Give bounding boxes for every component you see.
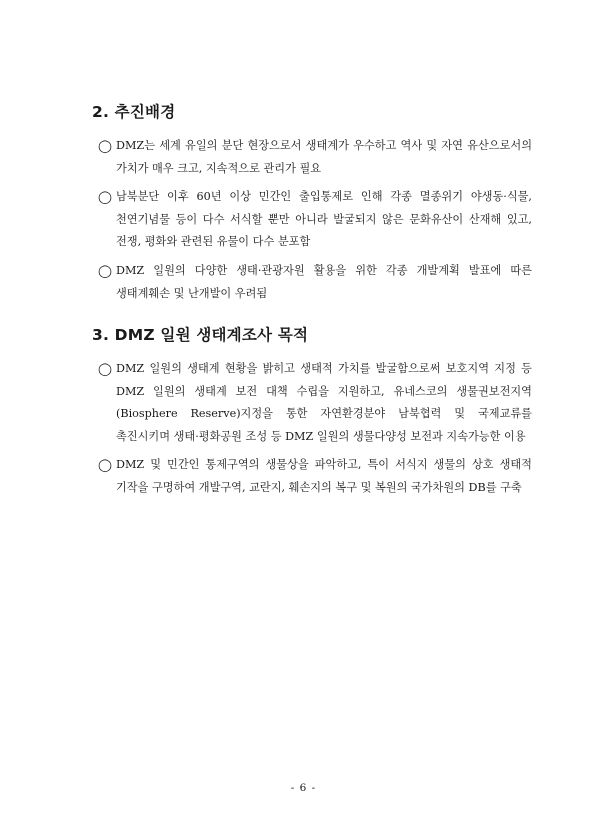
bullet-list: [92, 135, 532, 305]
bullet-list: [92, 358, 532, 500]
page-number: - 6 -: [290, 782, 317, 794]
section-heading: 3. DMZ 일원 생태계조사 목적: [92, 326, 309, 344]
list-item: [92, 135, 532, 180]
list-item: [92, 358, 532, 448]
circle-bullet-icon: ◯: [98, 138, 112, 153]
circle-bullet-icon: ◯: [98, 262, 112, 278]
section-heading: 2. 추진배경: [92, 103, 176, 121]
list-item-text: DMZ 일원의 생태계 현황을 밝히고 생태적 가치를 발굴함으로써 보호지역 지정 등 DMZ 일원의 생태계 보전 대책 수립을 지원하고, 유네스코의 생물권보전지역(Biosphere Reserve)지정을 통한 자연환경분야 남북협력 및 국제교류를 촉진시키며 생태·평화공원 조성 등 DMZ 일원의 생물다양성 보전과 지속가능한 이용: [116, 362, 532, 443]
section-background: [92, 100, 532, 311]
circle-bullet-icon: ◯: [98, 361, 112, 376]
section-purpose: [92, 323, 532, 506]
list-item-text: DMZ는 세계 유일의 분단 현장으로서 생태계가 우수하고 역사 및 자연 유산으로서의 가치가 매우 크고, 지속적으로 관리가 필요: [116, 139, 532, 175]
list-item-text: DMZ 및 민간인 통제구역의 생물상을 파악하고, 특이 서식지 생물의 상호 생태적 기작을 구명하여 개발구역, 교란지, 훼손지의 복구 및 복원의 국가차원의 DB를 구축: [116, 458, 532, 494]
circle-bullet-icon: ◯: [98, 189, 112, 205]
circle-bullet-icon: ◯: [98, 457, 112, 473]
list-item: [92, 454, 532, 499]
list-item-text: 남북분단 이후 60년 이상 민간인 출입통제로 인해 각종 멸종위기 야생동·식물, 천연기념물 등이 다수 서식할 뿐만 아니라 발굴되지 않은 문화유산이 산재해 있고, 전쟁, 평화와 관련된 유물이 다수 분포함: [116, 190, 532, 249]
list-item: [92, 260, 532, 305]
list-item-text: DMZ 일원의 다양한 생태·관광자원 활용을 위한 각종 개발계획 발표에 따른 생태계훼손 및 난개발이 우려됨: [116, 263, 532, 300]
list-item: [92, 186, 532, 254]
